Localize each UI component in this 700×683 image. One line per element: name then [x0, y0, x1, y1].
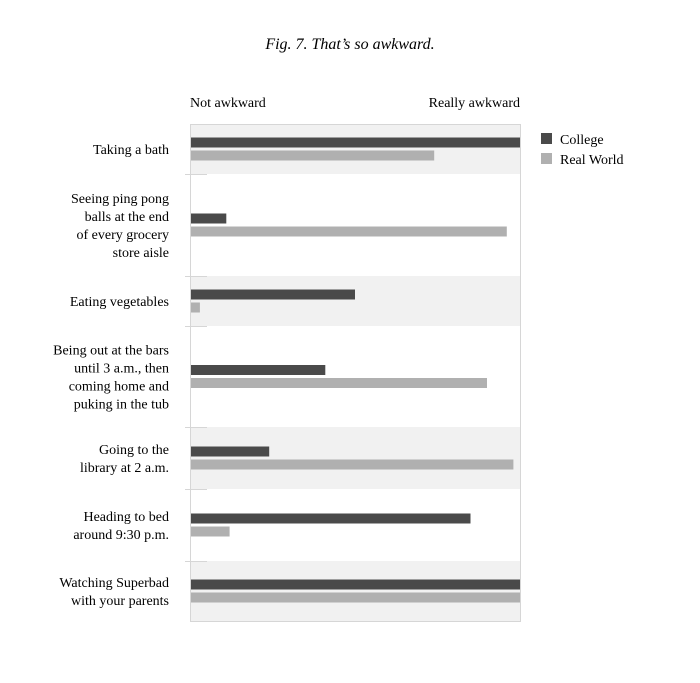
- bar-real-world-0: [190, 151, 434, 161]
- row-band: [190, 561, 520, 621]
- legend-swatch-real-world: [541, 153, 552, 164]
- category-label: puking in the tub: [73, 397, 169, 413]
- bar-group: [190, 138, 520, 603]
- legend-label-real-world: Real World: [560, 153, 624, 168]
- bar-college-5: [190, 514, 471, 524]
- bar-college-4: [190, 447, 269, 457]
- bar-real-world-4: [190, 460, 513, 470]
- category-label: coming home and: [68, 379, 169, 395]
- row-band: [190, 427, 520, 489]
- bar-real-world-3: [190, 378, 487, 388]
- bar-real-world-2: [190, 303, 200, 313]
- category-label: balls at the end: [84, 210, 169, 225]
- scale-min-label: Not awkward: [190, 96, 266, 111]
- bar-college-0: [190, 138, 520, 148]
- category-label: Eating vegetables: [69, 295, 169, 310]
- legend-swatch-college: [541, 133, 552, 144]
- chart-title: Fig. 7. That’s so awkward.: [265, 36, 435, 53]
- category-label: until 3 a.m., then: [74, 361, 169, 377]
- category-label: Being out at the bars: [53, 343, 169, 359]
- category-label: around 9:30 p.m.: [73, 528, 169, 543]
- legend: [541, 133, 624, 168]
- scale-max-label: Really awkward: [428, 96, 520, 111]
- bar-college-3: [190, 365, 325, 375]
- category-label: Taking a bath: [93, 143, 169, 158]
- category-label: library at 2 a.m.: [79, 461, 169, 476]
- category-label: store aisle: [112, 246, 169, 261]
- category-label: Heading to bed: [83, 510, 169, 525]
- bar-college-2: [190, 290, 355, 300]
- bar-college-6: [190, 580, 520, 590]
- bar-real-world-1: [190, 227, 507, 237]
- category-labels: [53, 143, 169, 609]
- row-band: [190, 124, 520, 174]
- category-label: Watching Superbad: [59, 576, 169, 591]
- bar-college-1: [190, 214, 226, 224]
- category-label: with your parents: [71, 594, 169, 609]
- row-band: [190, 276, 520, 326]
- category-label: Going to the: [99, 443, 169, 458]
- category-label: of every grocery: [76, 228, 169, 243]
- category-label: Seeing ping pong: [71, 192, 169, 207]
- legend-label-college: College: [560, 133, 604, 148]
- bar-real-world-6: [190, 593, 520, 603]
- bar-real-world-5: [190, 527, 230, 537]
